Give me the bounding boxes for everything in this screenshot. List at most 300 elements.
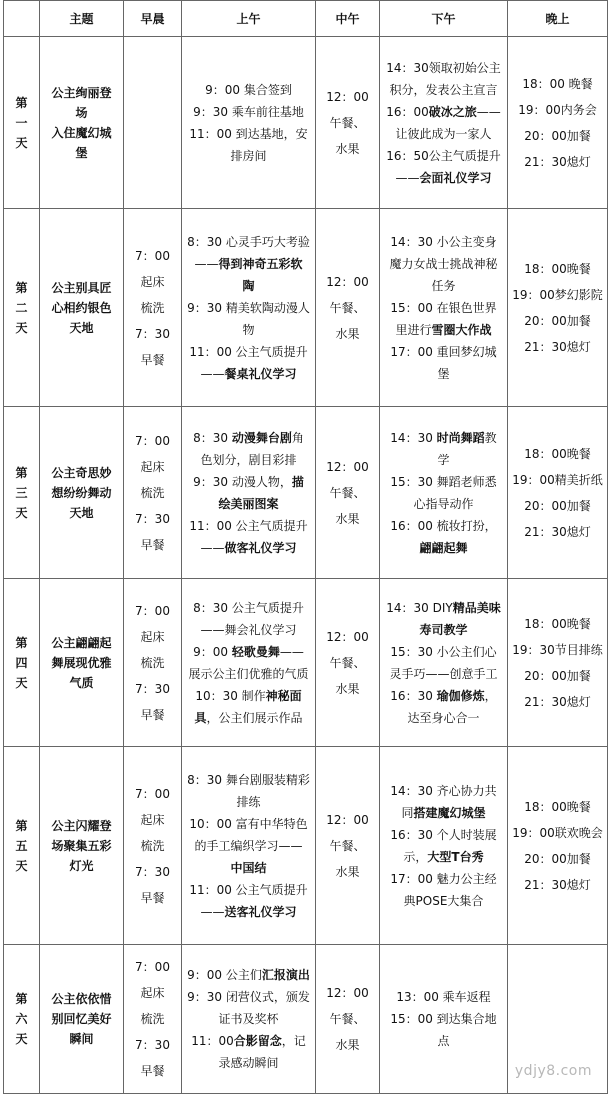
afternoon-line (384, 363, 503, 385)
early-line: 早餐 (140, 352, 165, 367)
morning-line (186, 707, 311, 729)
afternoon-text: 15：00 在银色世界 (390, 300, 497, 315)
theme-cell (40, 747, 124, 945)
afternoon-line (384, 145, 503, 167)
afternoon-line (384, 341, 503, 363)
theme-line: 公主闪耀登 (51, 818, 112, 833)
afternoon-line (384, 319, 503, 341)
afternoon-line (384, 641, 503, 663)
header-theme: 主题 (40, 1, 124, 37)
afternoon-text: 点 (437, 1034, 450, 1048)
afternoon-text: 15：00 到达集合地 (390, 1012, 497, 1026)
afternoon-text: 16：30 (390, 688, 437, 703)
afternoon-text: 16：00 (386, 104, 429, 119)
morning-text: 9：00 公主们 (187, 968, 262, 982)
day-row (4, 579, 608, 747)
afternoon-line (384, 515, 503, 537)
afternoon-text: 16：30 个人时装展 (390, 827, 497, 842)
morning-line (186, 964, 311, 986)
afternoon-text: 会面礼仪学习 (419, 170, 492, 185)
evening-cell (508, 579, 608, 747)
early-line: 早餐 (140, 890, 165, 905)
evening-line: 21：30熄灯 (524, 877, 591, 892)
evening-line: 21：30熄灯 (524, 154, 591, 169)
evening-line: 20：00加餐 (524, 313, 591, 328)
morning-text: 角 (291, 430, 304, 445)
day-label-char: 五 (15, 838, 28, 853)
morning-line (186, 597, 311, 619)
morning-text: —— (194, 256, 219, 271)
afternoon-text: 翩翩起舞 (419, 540, 468, 555)
morning-line (186, 619, 311, 641)
schedule-table (3, 0, 608, 1094)
morning-line (186, 493, 311, 515)
theme-cell (40, 37, 124, 209)
afternoon-text: 示， (403, 849, 428, 864)
morning-text: 的手工编织学习—— (194, 838, 303, 853)
noon-line: 12：00 (326, 459, 369, 474)
evening-line: 18：00晚餐 (524, 799, 591, 814)
afternoon-text: 寿司教学 (419, 622, 468, 637)
afternoon-text: 瑜伽修炼 (436, 688, 485, 703)
afternoon-line (384, 297, 503, 319)
day-label-cell (4, 747, 40, 945)
early-line: 起床 (140, 986, 165, 1000)
day-label-cell (4, 579, 40, 747)
early-cell (124, 37, 182, 209)
day-label-char: 第 (15, 818, 28, 833)
noon-line: 12：00 (326, 274, 369, 289)
morning-text: 动漫舞台剧 (231, 430, 292, 445)
evening-cell (508, 37, 608, 209)
noon-cell (316, 579, 380, 747)
day-label-char: 四 (15, 655, 28, 670)
morning-text: 绘美丽图案 (218, 496, 279, 511)
afternoon-line (384, 1008, 503, 1030)
afternoon-text: 教 (484, 430, 497, 445)
noon-line: 水果 (335, 864, 360, 879)
early-line: 梳洗 (140, 838, 165, 853)
morning-text: 8：30 (193, 430, 232, 445)
noon-line: 12：00 (326, 812, 369, 827)
morning-text: 神秘面 (265, 688, 302, 703)
day-row (4, 407, 608, 579)
header-morning: 上午 (182, 1, 316, 37)
morning-line (186, 427, 311, 449)
early-line: 7：30 (135, 511, 170, 526)
morning-line (186, 835, 311, 857)
evening-cell (508, 407, 608, 579)
afternoon-line (384, 123, 503, 145)
afternoon-text: 14：30 DIY (386, 600, 453, 615)
theme-cell (40, 407, 124, 579)
afternoon-text: 13：00 乘车返程 (396, 990, 491, 1004)
morning-line (186, 363, 311, 385)
theme-cell (40, 209, 124, 407)
morning-text: 陶 (242, 278, 255, 293)
morning-text: —— (200, 540, 225, 555)
early-line: 7：00 (135, 960, 170, 974)
early-line: 7：30 (135, 326, 170, 341)
afternoon-line (384, 1030, 503, 1052)
afternoon-line (384, 167, 503, 189)
morning-line (186, 341, 311, 363)
day-label-char: 天 (15, 135, 28, 150)
afternoon-line (384, 275, 503, 297)
evening-line: 21：30熄灯 (524, 524, 591, 539)
day-label-char: 第 (15, 465, 28, 480)
evening-line: 20：00加餐 (524, 498, 591, 513)
day-label-cell (4, 407, 40, 579)
afternoon-line (384, 890, 503, 912)
afternoon-line (384, 537, 503, 559)
noon-line: 水果 (335, 326, 360, 341)
morning-text: 11：00 公主气质提升 (189, 344, 308, 359)
evening-line: 20：00加餐 (524, 668, 591, 683)
morning-line (186, 145, 311, 167)
morning-text: 10：00 富有中华特色 (189, 816, 308, 831)
header-row (4, 1, 608, 37)
afternoon-text: 大型T台秀 (427, 849, 484, 864)
morning-line (186, 253, 311, 275)
theme-line: 舞展现优雅 (51, 655, 112, 670)
afternoon-text: 心指导动作 (413, 496, 474, 511)
noon-cell (316, 945, 380, 1094)
morning-text: 汇报演出 (261, 968, 310, 982)
morning-text: —— (200, 366, 225, 381)
afternoon-text: —— (395, 170, 420, 185)
afternoon-text: 16：00 梳妆打扮， (390, 518, 497, 533)
afternoon-line (384, 449, 503, 471)
early-line: 梳洗 (140, 1012, 165, 1026)
afternoon-text: —— (476, 104, 501, 119)
theme-line: 瞬间 (69, 1032, 94, 1046)
afternoon-text: 灵手巧——创意手工 (389, 666, 498, 681)
afternoon-text: 14：30 齐心协力共 (390, 783, 497, 798)
day-label-char: 天 (15, 320, 28, 335)
header-noon: 中午 (316, 1, 380, 37)
afternoon-text: 精品美味 (452, 600, 501, 615)
afternoon-text: ， (484, 688, 497, 703)
early-line: 7：30 (135, 864, 170, 879)
theme-line: 别回忆美好 (51, 1012, 112, 1026)
early-cell (124, 747, 182, 945)
morning-text: —— (200, 904, 225, 919)
day-label-char: 天 (15, 505, 28, 520)
morning-line (186, 101, 311, 123)
afternoon-line (384, 802, 503, 824)
afternoon-cell (380, 747, 508, 945)
morning-cell (182, 209, 316, 407)
theme-line: 公主依依惜 (51, 992, 112, 1006)
morning-text: 排房间 (230, 148, 267, 163)
afternoon-line (384, 253, 503, 275)
noon-line: 12：00 (326, 629, 369, 644)
morning-line (186, 537, 311, 559)
afternoon-line (384, 101, 503, 123)
morning-text: 9：30 动漫人物， (193, 474, 292, 489)
early-line: 7：00 (135, 603, 170, 618)
afternoon-line (384, 597, 503, 619)
morning-line (186, 231, 311, 253)
day-label-cell (4, 945, 40, 1094)
early-line: 7：00 (135, 248, 170, 263)
early-line: 梳洗 (140, 485, 165, 500)
evening-line: 19：00联欢晚会 (512, 825, 603, 840)
afternoon-line (384, 846, 503, 868)
evening-line: 19：00梦幻影院 (512, 287, 603, 302)
afternoon-text: 15：30 舞蹈老师悉 (390, 474, 497, 489)
evening-line: 18：00晚餐 (524, 616, 591, 631)
noon-cell (316, 37, 380, 209)
early-line: 起床 (140, 629, 165, 644)
day-label-char: 天 (15, 1032, 28, 1046)
theme-line: 场聚集五彩 (51, 838, 112, 853)
day-label-char: 第 (15, 95, 28, 110)
day-label-char: 天 (15, 858, 28, 873)
day-label-cell (4, 209, 40, 407)
afternoon-line (384, 619, 503, 641)
day-label-char: 六 (15, 1012, 28, 1026)
day-label-char: 第 (15, 635, 28, 650)
afternoon-line (384, 707, 503, 729)
noon-line: 午餐、 (329, 115, 366, 130)
header-evening: 晚上 (508, 1, 608, 37)
morning-text: 8：30 舞台剧服装精彩 (187, 772, 310, 787)
afternoon-line (384, 79, 503, 101)
evening-line: 20：00加餐 (524, 128, 591, 143)
morning-text: 8：30 公主气质提升 (193, 600, 304, 615)
theme-line: 公主绚丽登 (51, 85, 112, 100)
afternoon-text: 魔力女战士挑战神秘 (389, 256, 498, 271)
afternoon-text: 积分，发表公主宣言 (389, 82, 498, 97)
morning-line (186, 1052, 311, 1074)
morning-text: 9：30 精美软陶动漫人 (187, 300, 310, 315)
afternoon-text: 16：50公主气质提升 (386, 148, 501, 163)
afternoon-line (384, 685, 503, 707)
morning-text: 具 (194, 710, 207, 725)
afternoon-text: 达至身心合一 (407, 710, 480, 725)
afternoon-text: 同 (401, 805, 414, 820)
evening-line: 19：00精美折纸 (512, 472, 603, 487)
morning-cell (182, 579, 316, 747)
morning-text: 排练 (236, 794, 261, 809)
afternoon-line (384, 471, 503, 493)
afternoon-cell (380, 407, 508, 579)
noon-cell (316, 747, 380, 945)
morning-text: 9：30 乘车前往基地 (193, 104, 304, 119)
afternoon-text: 14：30领取初始公主 (386, 60, 501, 75)
schedule-body (4, 37, 608, 1094)
afternoon-line (384, 780, 503, 802)
morning-text: 轻歌曼舞 (231, 644, 280, 659)
theme-cell (40, 579, 124, 747)
theme-line: 堡 (75, 145, 88, 160)
morning-line (186, 769, 311, 791)
morning-text: 做客礼仪学习 (224, 540, 297, 555)
morning-text: 9：30 闭营仪式，颁发 (187, 990, 310, 1004)
early-cell (124, 407, 182, 579)
afternoon-text: 15：30 小公主们心 (390, 644, 497, 659)
noon-line: 12：00 (326, 89, 369, 104)
evening-line: 18：00 晚餐 (522, 76, 593, 91)
afternoon-cell (380, 945, 508, 1094)
morning-line (186, 879, 311, 901)
morning-line (186, 1030, 311, 1052)
afternoon-text: 时尚舞蹈 (436, 430, 485, 445)
afternoon-line (384, 986, 503, 1008)
theme-cell (40, 945, 124, 1094)
morning-text: 餐桌礼仪学习 (224, 366, 297, 381)
noon-line: 水果 (335, 511, 360, 526)
noon-line: 午餐、 (329, 1012, 366, 1026)
early-line: 梳洗 (140, 300, 165, 315)
early-cell (124, 209, 182, 407)
morning-text: 录感动瞬间 (218, 1056, 279, 1070)
day-row (4, 209, 608, 407)
morning-text: 11：00 (191, 1034, 234, 1048)
afternoon-text: 14：30 (390, 430, 437, 445)
noon-line: 午餐、 (329, 655, 366, 670)
morning-text: ，公主们展示作品 (206, 710, 303, 725)
early-line: 起床 (140, 812, 165, 827)
evening-line: 21：30熄灯 (524, 339, 591, 354)
morning-text: 物 (242, 322, 255, 337)
morning-text: 中国结 (230, 860, 267, 875)
morning-line (186, 1008, 311, 1030)
noon-line: 午餐、 (329, 485, 366, 500)
afternoon-line (384, 663, 503, 685)
evening-cell (508, 209, 608, 407)
afternoon-text: 任务 (431, 278, 456, 293)
day-label-char: 二 (15, 300, 28, 315)
afternoon-cell (380, 209, 508, 407)
morning-text: 8：30 心灵手巧大考验 (187, 234, 310, 249)
morning-text: 9：00 集合签到 (205, 82, 292, 97)
morning-line (186, 79, 311, 101)
header-afternoon: 下午 (380, 1, 508, 37)
early-line: 早餐 (140, 537, 165, 552)
theme-line: 公主翩翩起 (51, 635, 112, 650)
morning-line (186, 449, 311, 471)
afternoon-line (384, 824, 503, 846)
morning-line (186, 471, 311, 493)
theme-line: 公主奇思妙 (51, 465, 112, 480)
afternoon-text: 典POSE大集合 (403, 893, 484, 908)
day-label-cell (4, 37, 40, 209)
morning-line (186, 641, 311, 663)
theme-line: 心相约银色 (51, 300, 112, 315)
afternoon-text: 17：00 魅力公主经 (390, 871, 497, 886)
morning-text: ，记 (281, 1034, 306, 1048)
afternoon-text: 里进行 (395, 322, 432, 337)
morning-text: 展示公主们优雅的气质 (188, 666, 309, 681)
noon-line: 水果 (335, 141, 360, 156)
theme-line: 公主别具匠 (51, 280, 112, 295)
header-day (4, 1, 40, 37)
morning-line (186, 515, 311, 537)
day-row (4, 747, 608, 945)
evening-line: 21：30熄灯 (524, 694, 591, 709)
early-cell (124, 945, 182, 1094)
early-line: 梳洗 (140, 655, 165, 670)
theme-line: 想纷纷舞动 (51, 485, 112, 500)
afternoon-text: 学 (437, 452, 450, 467)
early-line: 7：00 (135, 433, 170, 448)
early-line: 7：30 (135, 1038, 170, 1052)
theme-line: 灯光 (69, 858, 94, 873)
noon-line: 水果 (335, 681, 360, 696)
early-cell (124, 579, 182, 747)
afternoon-line (384, 493, 503, 515)
evening-line: 18：00晚餐 (524, 446, 591, 461)
early-line: 早餐 (140, 1064, 165, 1078)
morning-text: 合影留念 (233, 1034, 282, 1048)
afternoon-text: 17：00 重回梦幻城 (390, 344, 497, 359)
day-label-char: 第 (15, 992, 28, 1006)
morning-cell (182, 945, 316, 1094)
morning-text: 送客礼仪学习 (224, 904, 297, 919)
afternoon-text: 搭建魔幻城堡 (413, 805, 486, 820)
afternoon-line (384, 868, 503, 890)
morning-text: 得到神奇五彩软 (218, 256, 303, 271)
morning-text: ——舞会礼仪学习 (200, 622, 297, 637)
early-line: 起床 (140, 459, 165, 474)
afternoon-text: 破冰之旅 (428, 104, 477, 119)
evening-line: 19：30节目排练 (512, 642, 603, 657)
morning-line (186, 901, 311, 923)
afternoon-text: 14：30 小公主变身 (390, 234, 497, 249)
early-line: 早餐 (140, 707, 165, 722)
afternoon-text: 让彼此成为一家人 (395, 126, 492, 141)
morning-line (186, 123, 311, 145)
evening-line: 20：00加餐 (524, 851, 591, 866)
evening-cell (508, 747, 608, 945)
header-early: 早晨 (124, 1, 182, 37)
afternoon-cell (380, 37, 508, 209)
morning-line (186, 663, 311, 685)
theme-line: 气质 (69, 675, 94, 690)
evening-line: 19：00内务会 (518, 102, 597, 117)
morning-line (186, 857, 311, 879)
morning-text: 11：00 公主气质提升 (189, 882, 308, 897)
early-line: 7：00 (135, 786, 170, 801)
afternoon-line (384, 57, 503, 79)
afternoon-text: 堡 (437, 366, 450, 381)
day-label-char: 天 (15, 675, 28, 690)
noon-cell (316, 209, 380, 407)
morning-line (186, 297, 311, 319)
afternoon-text: 雪圈大作战 (431, 322, 492, 337)
morning-line (186, 986, 311, 1008)
morning-text: —— (279, 644, 304, 659)
theme-line: 天地 (69, 320, 94, 335)
day-label-char: 一 (15, 115, 28, 130)
noon-line: 12：00 (326, 986, 369, 1000)
afternoon-cell (380, 579, 508, 747)
morning-text: 11：00 到达基地，安 (189, 126, 308, 141)
noon-line: 午餐、 (329, 300, 366, 315)
morning-line (186, 813, 311, 835)
theme-line: 天地 (69, 505, 94, 520)
watermark: ydjy8.com (514, 1063, 592, 1079)
day-label-char: 第 (15, 280, 28, 295)
evening-line: 18：00晚餐 (524, 261, 591, 276)
early-line: 7：30 (135, 681, 170, 696)
morning-line (186, 791, 311, 813)
theme-line: 场 (75, 105, 88, 120)
morning-cell (182, 37, 316, 209)
